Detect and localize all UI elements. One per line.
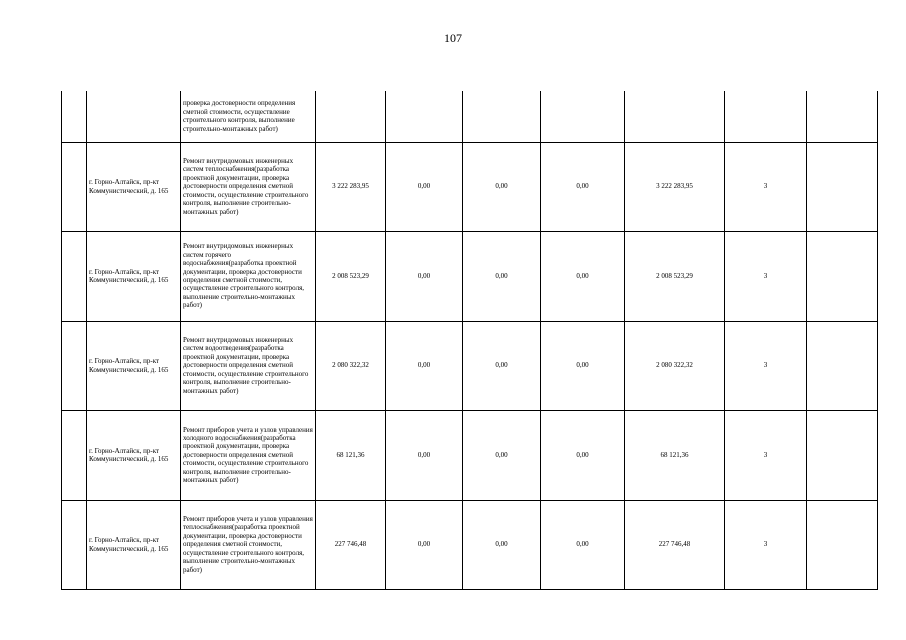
fund-cell-1: [386, 91, 463, 142]
fund-cell-2: 0,00: [463, 410, 541, 500]
fund-cell-3: [541, 91, 625, 142]
extra-cell: [807, 321, 878, 410]
fund-cell-4: 2 080 322,32: [625, 321, 725, 410]
fund-cell-2: 0,00: [463, 231, 541, 321]
fund-cell-4: 3 222 283,95: [625, 142, 725, 231]
year-cell: 3: [725, 142, 807, 231]
extra-cell: [807, 91, 878, 142]
fund-cell-3: 0,00: [541, 142, 625, 231]
fund-cell-4: 2 008 523,29: [625, 231, 725, 321]
extra-cell: [807, 410, 878, 500]
year-cell: [725, 91, 807, 142]
fund-cell-4: 68 121,36: [625, 410, 725, 500]
page-number: 107: [444, 31, 462, 45]
index-cell: [62, 231, 87, 321]
total-cost-cell: 3 222 283,95: [316, 142, 386, 231]
fund-cell-2: 0,00: [463, 142, 541, 231]
year-cell: 3: [725, 410, 807, 500]
table-row: [62, 321, 878, 410]
fund-cell-2: 0,00: [463, 321, 541, 410]
fund-cell-2: 0,00: [463, 500, 541, 589]
index-cell: [62, 91, 87, 142]
address-cell: [87, 91, 181, 142]
table-row: [62, 231, 878, 321]
fund-cell-3: 0,00: [541, 231, 625, 321]
address-cell: г. Горно-Алтайск, пр-кт Коммунистический, д. 165: [87, 410, 181, 500]
total-cost-cell: 68 121,36: [316, 410, 386, 500]
work-cell: Ремонт внутридомовых инженерных систем водоотведения(разработка проектной документации, проверка достоверности определения сметной стоимости, осуществление строительного контроля, выполнение строительно-монтажных работ): [181, 321, 316, 410]
fund-cell-1: 0,00: [386, 142, 463, 231]
fund-cell-1: 0,00: [386, 231, 463, 321]
index-cell: [62, 321, 87, 410]
work-cell: Ремонт приборов учета и узлов управления холодного водоснабжения(разработка проектной документации, проверка достоверности определения сметной стоимости, осуществление строительного контроля, выполнение строительно-монтажных работ): [181, 410, 316, 500]
fund-cell-1: 0,00: [386, 321, 463, 410]
index-cell: [62, 500, 87, 589]
fund-cell-4: [625, 91, 725, 142]
index-cell: [62, 142, 87, 231]
work-cell: Ремонт внутридомовых инженерных систем теплоснабжения(разработка проектной документации, проверка достоверности определения сметной стоимости, осуществление строительного контроля, выполнение строительно-монтажных работ): [181, 142, 316, 231]
total-cost-cell: 2 008 523,29: [316, 231, 386, 321]
extra-cell: [807, 231, 878, 321]
work-cell: проверка достоверности определения сметной стоимости, осуществление строительного контроля, выполнение строительно-монтажных работ): [181, 91, 316, 142]
year-cell: 3: [725, 321, 807, 410]
total-cost-cell: 2 080 322,32: [316, 321, 386, 410]
fund-cell-4: 227 746,48: [625, 500, 725, 589]
fund-cell-3: 0,00: [541, 500, 625, 589]
table-row: [62, 142, 878, 231]
address-cell: г. Горно-Алтайск, пр-кт Коммунистический, д. 165: [87, 231, 181, 321]
table-row: [62, 500, 878, 589]
table-row: [62, 91, 878, 142]
total-cost-cell: 227 746,48: [316, 500, 386, 589]
fund-cell-1: 0,00: [386, 410, 463, 500]
address-cell: г. Горно-Алтайск, пр-кт Коммунистический, д. 165: [87, 142, 181, 231]
work-cell: Ремонт внутридомовых инженерных систем горячего водоснабжения(разработка проектной документации, проверка достоверности определения сметной стоимости, осуществление строительного контроля, выполнение строительно-монтажных работ): [181, 231, 316, 321]
extra-cell: [807, 142, 878, 231]
work-cell: Ремонт приборов учета и узлов управления теплоснабжения(разработка проектной документации, проверка достоверности определения сметной стоимости, осуществление строительного контроля, выполнение строительно-монтажных работ): [181, 500, 316, 589]
year-cell: 3: [725, 500, 807, 589]
fund-cell-3: 0,00: [541, 410, 625, 500]
fund-cell-1: 0,00: [386, 500, 463, 589]
works-table: [61, 91, 878, 590]
table-body: [62, 91, 878, 589]
fund-cell-3: 0,00: [541, 321, 625, 410]
extra-cell: [807, 500, 878, 589]
index-cell: [62, 410, 87, 500]
address-cell: г. Горно-Алтайск, пр-кт Коммунистический, д. 165: [87, 321, 181, 410]
total-cost-cell: [316, 91, 386, 142]
fund-cell-2: [463, 91, 541, 142]
year-cell: 3: [725, 231, 807, 321]
address-cell: г. Горно-Алтайск, пр-кт Коммунистический, д. 165: [87, 500, 181, 589]
table-row: [62, 410, 878, 500]
